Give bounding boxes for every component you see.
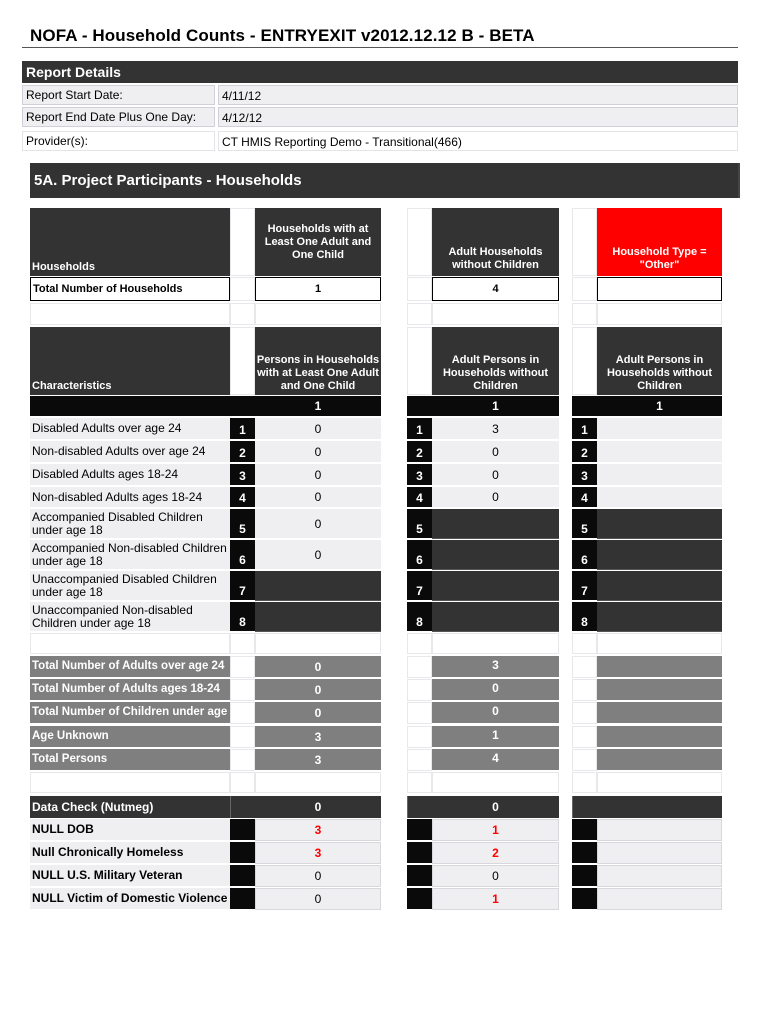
char-num-disabled-adults-over-age-24: 1 [572, 418, 597, 440]
char-num-unaccompanied-disabled-children-under-age-18: 7 [407, 571, 432, 601]
index-row-num [572, 396, 597, 416]
char-value-disabled-adults-over-age-24-2: 3 [432, 418, 559, 440]
total-value-total-persons-1: 3 [255, 749, 381, 771]
spacer-row [407, 633, 432, 654]
title-rule [22, 47, 738, 48]
total-value-total-number-of-children-under-age-1: 0 [255, 702, 381, 724]
char-value-accompanied-disabled-children-under-age-18-2 [432, 509, 559, 539]
spacer-row [597, 772, 722, 793]
char-num-unaccompanied-non-disabled-children-under-age-18: 8 [407, 602, 432, 632]
char-label-non-disabled-adults-over-age-24: Non-disabled Adults over age 24 [30, 441, 230, 463]
total-spacer [407, 749, 432, 771]
char-label-disabled-adults-ages-18-24: Disabled Adults ages 18-24 [30, 464, 230, 486]
total-value-age-unknown-1: 3 [255, 726, 381, 748]
total-spacer [572, 749, 597, 771]
char-num-disabled-adults-ages-18-24: 3 [572, 464, 597, 486]
char-num-accompanied-non-disabled-children-under-age-18: 6 [572, 540, 597, 570]
total-label-age-unknown: Age Unknown [30, 726, 230, 748]
spacer-row [407, 303, 432, 325]
providers-row [22, 131, 738, 151]
check-num-null-u-s-military-veteran [572, 865, 597, 887]
data-check-value-1: 0 [255, 796, 381, 818]
total-spacer [230, 656, 255, 678]
data-check-num [407, 796, 432, 818]
report-end-row [22, 107, 738, 127]
char-label-non-disabled-adults-ages-18-24: Non-disabled Adults ages 18-24 [30, 487, 230, 508]
char-value-disabled-adults-ages-18-24-1: 0 [255, 464, 381, 486]
total-spacer [572, 679, 597, 701]
check-num-null-victim-of-domestic-violence [230, 888, 255, 910]
spacer-row [597, 633, 722, 654]
page-title: NOFA - Household Counts - ENTRYEXIT v2012.12.12 B - BETA [30, 26, 535, 45]
households-col-header-1: Households with at Least One Adult and One Child [255, 208, 381, 276]
char-num-disabled-adults-ages-18-24: 3 [407, 464, 432, 486]
check-value-null-dob-3 [597, 819, 722, 841]
check-value-null-u-s-military-veteran-1: 0 [255, 865, 381, 887]
total-label-total-number-of-adults-over-age-24: Total Number of Adults over age 24 [30, 656, 230, 678]
total-value-total-number-of-adults-ages-18-24-1: 0 [255, 679, 381, 701]
data-check-num [230, 796, 255, 818]
characteristics-header-spacer [572, 327, 597, 395]
spacer-row [255, 633, 381, 654]
char-label-accompanied-non-disabled-children-under-age-18: Accompanied Non-disabled Children under age 18 [30, 540, 230, 570]
check-num-null-chronically-homeless [407, 842, 432, 864]
char-value-accompanied-non-disabled-children-under-age-18-1: 0 [255, 540, 381, 570]
char-num-unaccompanied-disabled-children-under-age-18: 7 [572, 571, 597, 601]
index-row-num [407, 396, 432, 416]
check-value-null-u-s-military-veteran-3 [597, 865, 722, 887]
spacer-row [597, 303, 722, 325]
total-households-spacer [572, 277, 597, 301]
check-label-null-chronically-homeless: Null Chronically Homeless [30, 842, 230, 864]
char-value-accompanied-disabled-children-under-age-18-1: 0 [255, 509, 381, 539]
total-label-total-number-of-children-under-age: Total Number of Children under age [30, 702, 230, 724]
households-header-spacer [572, 208, 597, 276]
char-value-unaccompanied-disabled-children-under-age-18-3 [597, 571, 722, 601]
check-value-null-victim-of-domestic-violence-2: 1 [432, 888, 559, 910]
char-value-unaccompanied-non-disabled-children-under-age-18-3 [597, 602, 722, 632]
total-value-total-persons-3 [597, 749, 722, 771]
check-num-null-victim-of-domestic-violence [407, 888, 432, 910]
spacer-row [432, 303, 559, 325]
data-check-label: Data Check (Nutmeg) [30, 796, 230, 818]
check-num-null-chronically-homeless [230, 842, 255, 864]
check-num-null-dob [572, 819, 597, 841]
spacer-row [30, 633, 230, 654]
char-value-non-disabled-adults-ages-18-24-1: 0 [255, 487, 381, 508]
char-num-non-disabled-adults-ages-18-24: 4 [407, 487, 432, 508]
char-label-accompanied-disabled-children-under-age-18: Accompanied Disabled Children under age 18 [30, 509, 230, 539]
char-value-disabled-adults-ages-18-24-2: 0 [432, 464, 559, 486]
data-check-num [572, 796, 597, 818]
char-num-non-disabled-adults-over-age-24: 2 [572, 441, 597, 463]
spacer-row [255, 772, 381, 793]
total-value-total-number-of-adults-ages-18-24-3 [597, 679, 722, 701]
total-spacer [230, 679, 255, 701]
total-households-spacer [407, 277, 432, 301]
report-end-label: Report End Date Plus One Day: [22, 107, 215, 127]
households-label: Households [30, 208, 230, 276]
total-spacer [230, 749, 255, 771]
total-label-total-persons: Total Persons [30, 749, 230, 771]
char-value-disabled-adults-over-age-24-3 [597, 418, 722, 440]
total-spacer [407, 656, 432, 678]
report-start-value: 4/11/12 [218, 85, 738, 105]
spacer-row [230, 633, 255, 654]
char-value-disabled-adults-ages-18-24-3 [597, 464, 722, 486]
total-value-total-number-of-adults-over-age-24-3 [597, 656, 722, 678]
total-households-label: Total Number of Households [30, 277, 230, 301]
char-value-non-disabled-adults-ages-18-24-2: 0 [432, 487, 559, 508]
characteristics-col-header-3: Adult Persons in Households without Children [597, 327, 722, 395]
spacer-row [230, 303, 255, 325]
section-heading: 5A. Project Participants - Households [30, 163, 740, 198]
char-value-non-disabled-adults-ages-18-24-3 [597, 487, 722, 508]
char-num-non-disabled-adults-over-age-24: 2 [407, 441, 432, 463]
data-check-value-2: 0 [432, 796, 559, 818]
spacer-row [572, 633, 597, 654]
check-value-null-chronically-homeless-1: 3 [255, 842, 381, 864]
total-spacer [407, 726, 432, 748]
characteristics-label: Characteristics [30, 327, 230, 395]
char-num-accompanied-disabled-children-under-age-18: 5 [407, 509, 432, 539]
check-value-null-u-s-military-veteran-2: 0 [432, 865, 559, 887]
check-num-null-victim-of-domestic-violence [572, 888, 597, 910]
spacer-row [230, 772, 255, 793]
total-label-total-number-of-adults-ages-18-24: Total Number of Adults ages 18-24 [30, 679, 230, 701]
report-start-row [22, 85, 738, 105]
char-value-disabled-adults-over-age-24-1: 0 [255, 418, 381, 440]
char-num-non-disabled-adults-ages-18-24: 4 [230, 487, 255, 508]
check-label-null-victim-of-domestic-violence: NULL Victim of Domestic Violence [30, 888, 230, 910]
char-value-non-disabled-adults-over-age-24-2: 0 [432, 441, 559, 463]
index-row-value-3: 1 [597, 396, 722, 416]
spacer-row [30, 772, 230, 793]
char-num-accompanied-disabled-children-under-age-18: 5 [230, 509, 255, 539]
households-col-header-2: Adult Households without Children [432, 208, 559, 276]
char-num-accompanied-non-disabled-children-under-age-18: 6 [407, 540, 432, 570]
char-value-accompanied-disabled-children-under-age-18-3 [597, 509, 722, 539]
households-header-spacer [407, 208, 432, 276]
char-num-disabled-adults-over-age-24: 1 [230, 418, 255, 440]
char-num-disabled-adults-over-age-24: 1 [407, 418, 432, 440]
total-spacer [407, 679, 432, 701]
total-value-total-persons-2: 4 [432, 749, 559, 771]
char-value-unaccompanied-disabled-children-under-age-18-2 [432, 571, 559, 601]
spacer-row [30, 303, 230, 325]
total-households-value-3 [597, 277, 722, 301]
char-label-unaccompanied-non-disabled-children-under-age-18: Unaccompanied Non-disabled Children under age 18 [30, 602, 230, 632]
total-spacer [572, 726, 597, 748]
char-value-unaccompanied-disabled-children-under-age-18-1 [255, 571, 381, 601]
total-households-value-1: 1 [255, 277, 381, 301]
check-value-null-dob-1: 3 [255, 819, 381, 841]
spacer-row [432, 772, 559, 793]
households-col-header-3: Household Type = "Other" [597, 208, 722, 276]
check-label-null-u-s-military-veteran: NULL U.S. Military Veteran [30, 865, 230, 887]
char-num-unaccompanied-non-disabled-children-under-age-18: 8 [572, 602, 597, 632]
spacer-row [572, 303, 597, 325]
data-check-value-3 [597, 796, 722, 818]
report-start-label: Report Start Date: [22, 85, 215, 105]
total-value-total-number-of-children-under-age-2: 0 [432, 702, 559, 724]
char-num-unaccompanied-non-disabled-children-under-age-18: 8 [230, 602, 255, 632]
char-num-accompanied-disabled-children-under-age-18: 5 [572, 509, 597, 539]
total-spacer [230, 702, 255, 724]
check-num-null-dob [230, 819, 255, 841]
providers-value: CT HMIS Reporting Demo - Transitional(466) [218, 131, 738, 151]
index-row-value-1: 1 [255, 396, 381, 416]
check-value-null-dob-2: 1 [432, 819, 559, 841]
char-num-non-disabled-adults-ages-18-24: 4 [572, 487, 597, 508]
households-header-spacer [230, 208, 255, 276]
spacer-row [572, 772, 597, 793]
char-value-unaccompanied-non-disabled-children-under-age-18-1 [255, 602, 381, 632]
index-row-value-2: 1 [432, 396, 559, 416]
characteristics-col-header-1: Persons in Households with at Least One Adult and One Child [255, 327, 381, 395]
total-households-value-2: 4 [432, 277, 559, 301]
spacer-row [407, 772, 432, 793]
index-row-label [30, 396, 230, 416]
providers-label: Provider(s): [22, 131, 215, 151]
check-num-null-u-s-military-veteran [230, 865, 255, 887]
check-num-null-dob [407, 819, 432, 841]
check-num-null-u-s-military-veteran [407, 865, 432, 887]
check-num-null-chronically-homeless [572, 842, 597, 864]
check-label-null-dob: NULL DOB [30, 819, 230, 841]
report-end-value: 4/12/12 [218, 107, 738, 127]
total-value-total-number-of-children-under-age-3 [597, 702, 722, 724]
check-value-null-victim-of-domestic-violence-3 [597, 888, 722, 910]
report-details-heading: Report Details [22, 61, 738, 83]
check-value-null-chronically-homeless-2: 2 [432, 842, 559, 864]
index-row-num [230, 396, 255, 416]
char-value-accompanied-non-disabled-children-under-age-18-3 [597, 540, 722, 570]
char-value-unaccompanied-non-disabled-children-under-age-18-2 [432, 602, 559, 632]
characteristics-header-spacer [230, 327, 255, 395]
char-num-non-disabled-adults-over-age-24: 2 [230, 441, 255, 463]
total-spacer [572, 702, 597, 724]
check-value-null-chronically-homeless-3 [597, 842, 722, 864]
total-spacer [572, 656, 597, 678]
check-value-null-victim-of-domestic-violence-1: 0 [255, 888, 381, 910]
char-value-accompanied-non-disabled-children-under-age-18-2 [432, 540, 559, 570]
total-value-total-number-of-adults-ages-18-24-2: 0 [432, 679, 559, 701]
char-num-unaccompanied-disabled-children-under-age-18: 7 [230, 571, 255, 601]
char-num-disabled-adults-ages-18-24: 3 [230, 464, 255, 486]
total-value-age-unknown-2: 1 [432, 726, 559, 748]
total-value-total-number-of-adults-over-age-24-1: 0 [255, 656, 381, 678]
total-spacer [407, 702, 432, 724]
char-value-non-disabled-adults-over-age-24-3 [597, 441, 722, 463]
char-num-accompanied-non-disabled-children-under-age-18: 6 [230, 540, 255, 570]
char-label-unaccompanied-disabled-children-under-age-18: Unaccompanied Disabled Children under age 18 [30, 571, 230, 601]
char-label-disabled-adults-over-age-24: Disabled Adults over age 24 [30, 418, 230, 440]
total-value-age-unknown-3 [597, 726, 722, 748]
spacer-row [255, 303, 381, 325]
spacer-row [432, 633, 559, 654]
characteristics-header-spacer [407, 327, 432, 395]
characteristics-col-header-2: Adult Persons in Households without Children [432, 327, 559, 395]
char-value-non-disabled-adults-over-age-24-1: 0 [255, 441, 381, 463]
total-households-spacer [230, 277, 255, 301]
total-spacer [230, 726, 255, 748]
total-value-total-number-of-adults-over-age-24-2: 3 [432, 656, 559, 678]
